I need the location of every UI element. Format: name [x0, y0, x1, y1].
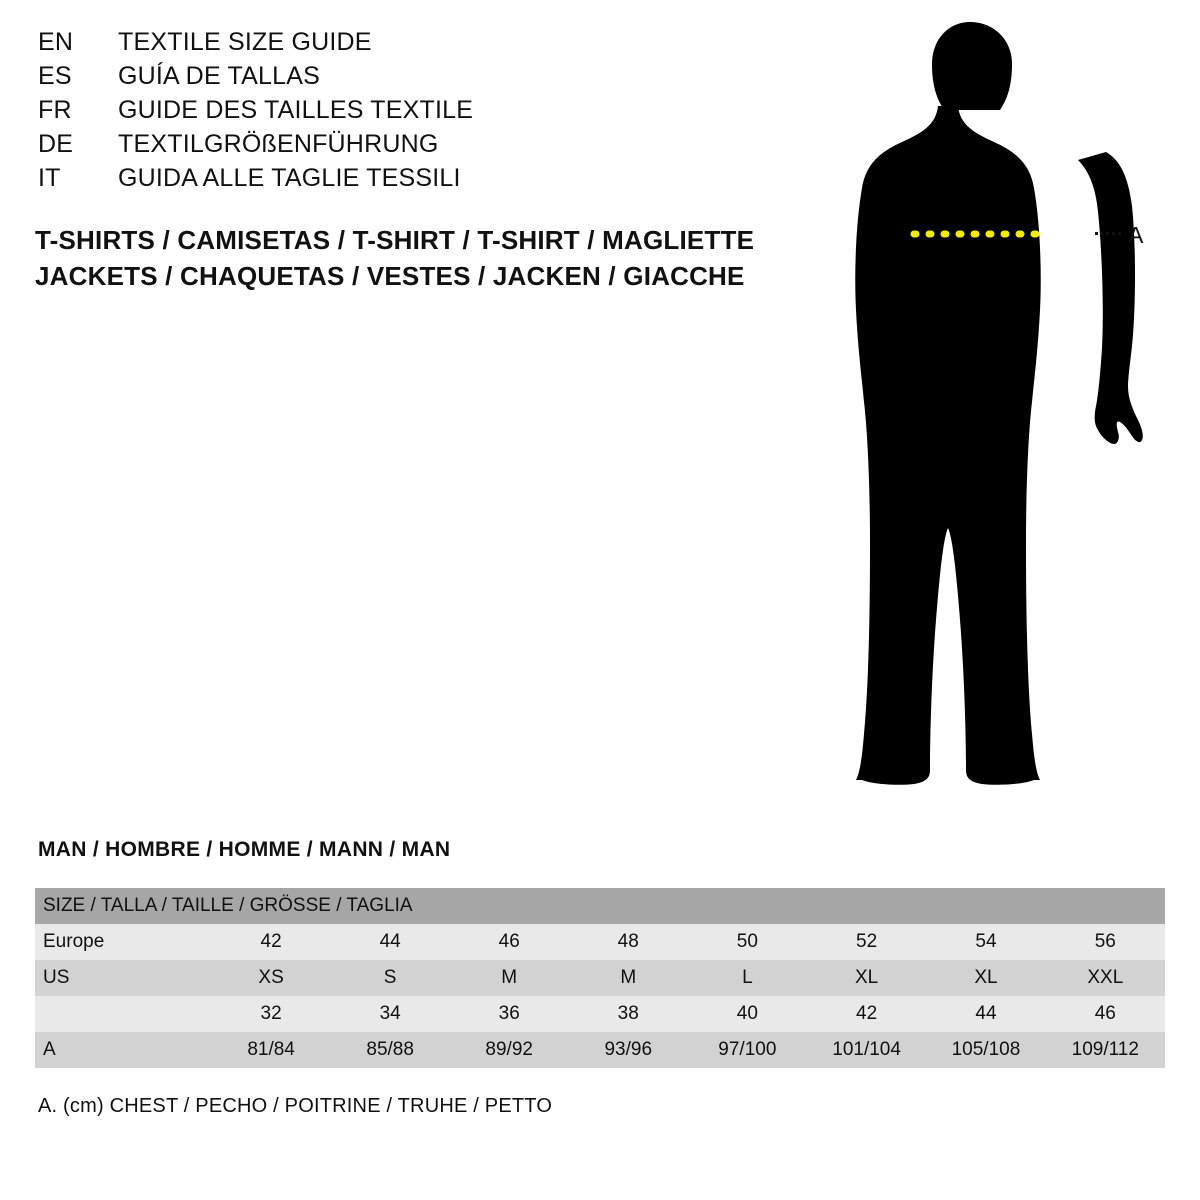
cell-value: XL	[926, 960, 1045, 996]
table-header-label: SIZE / TALLA / TAILLE / GRÖSSE / TAGLIA	[35, 888, 1165, 924]
cell-value: 109/112	[1046, 1032, 1165, 1068]
language-list	[38, 28, 738, 198]
cell-value: 44	[926, 996, 1045, 1032]
measure-label-a: A	[1128, 222, 1144, 248]
language-code: ES	[38, 62, 72, 90]
language-row	[38, 62, 738, 96]
table-row	[35, 924, 1165, 960]
language-text: TEXTILGRÖßENFÜHRUNG	[118, 130, 439, 158]
cell-value: 97/100	[688, 1032, 807, 1068]
cell-value: 42	[807, 996, 926, 1032]
language-code: DE	[38, 130, 74, 158]
language-text: GUIDA ALLE TAGLIE TESSILI	[118, 164, 461, 192]
language-text: GUIDE DES TAILLES TEXTILE	[118, 96, 474, 124]
language-row	[38, 96, 738, 130]
cell-value: 101/104	[807, 1032, 926, 1068]
cell-value: 52	[807, 924, 926, 960]
cell-value: M	[569, 960, 688, 996]
cell-value: 48	[569, 924, 688, 960]
row-label: A	[35, 1032, 212, 1068]
silhouette-svg	[820, 10, 1190, 800]
cell-value: XL	[807, 960, 926, 996]
cell-value: 40	[688, 996, 807, 1032]
cell-value: 44	[331, 924, 450, 960]
table-row	[35, 1032, 1165, 1068]
cell-value: 89/92	[450, 1032, 569, 1068]
cell-value: M	[450, 960, 569, 996]
cell-value: 38	[569, 996, 688, 1032]
table-header-row	[35, 888, 1165, 924]
cell-value: 81/84	[212, 1032, 331, 1068]
language-text: TEXTILE SIZE GUIDE	[118, 28, 372, 56]
cell-value: 36	[450, 996, 569, 1032]
cell-value: 32	[212, 996, 331, 1032]
size-table	[35, 888, 1165, 1068]
cell-value: L	[688, 960, 807, 996]
row-label: Europe	[35, 924, 212, 960]
garment-category-list	[35, 222, 795, 294]
table-section-title: MAN / HOMBRE / HOMME / MANN / MAN	[38, 838, 451, 861]
cell-value: 46	[1046, 996, 1165, 1032]
cell-value: 54	[926, 924, 1045, 960]
cell-value: 56	[1046, 924, 1165, 960]
cell-value: 50	[688, 924, 807, 960]
table-footnote: A. (cm) CHEST / PECHO / POITRINE / TRUHE / PETTO	[38, 1095, 553, 1117]
language-code: FR	[38, 96, 72, 124]
language-text: GUÍA DE TALLAS	[118, 62, 320, 90]
cell-value: XXL	[1046, 960, 1165, 996]
language-code: EN	[38, 28, 74, 56]
row-label	[35, 996, 212, 1032]
body-silhouette-figure	[820, 10, 1190, 800]
cell-value: 34	[331, 996, 450, 1032]
cell-value: 93/96	[569, 1032, 688, 1068]
row-label: US	[35, 960, 212, 996]
garment-category-jackets: JACKETS / CHAQUETAS / VESTES / JACKEN / GIACCHE	[35, 261, 745, 291]
cell-value: 85/88	[331, 1032, 450, 1068]
measure-leader-dots	[1095, 232, 1121, 235]
table-row	[35, 960, 1165, 996]
language-row	[38, 130, 738, 164]
cell-value: 42	[212, 924, 331, 960]
language-code: IT	[38, 164, 61, 192]
language-row	[38, 28, 738, 62]
cell-value: 105/108	[926, 1032, 1045, 1068]
cell-value: XS	[212, 960, 331, 996]
garment-category-tshirts: T-SHIRTS / CAMISETAS / T-SHIRT / T-SHIRT / MAGLIETTE	[35, 225, 755, 255]
language-row	[38, 164, 738, 198]
cell-value: 46	[450, 924, 569, 960]
table-row	[35, 996, 1165, 1032]
cell-value: S	[331, 960, 450, 996]
